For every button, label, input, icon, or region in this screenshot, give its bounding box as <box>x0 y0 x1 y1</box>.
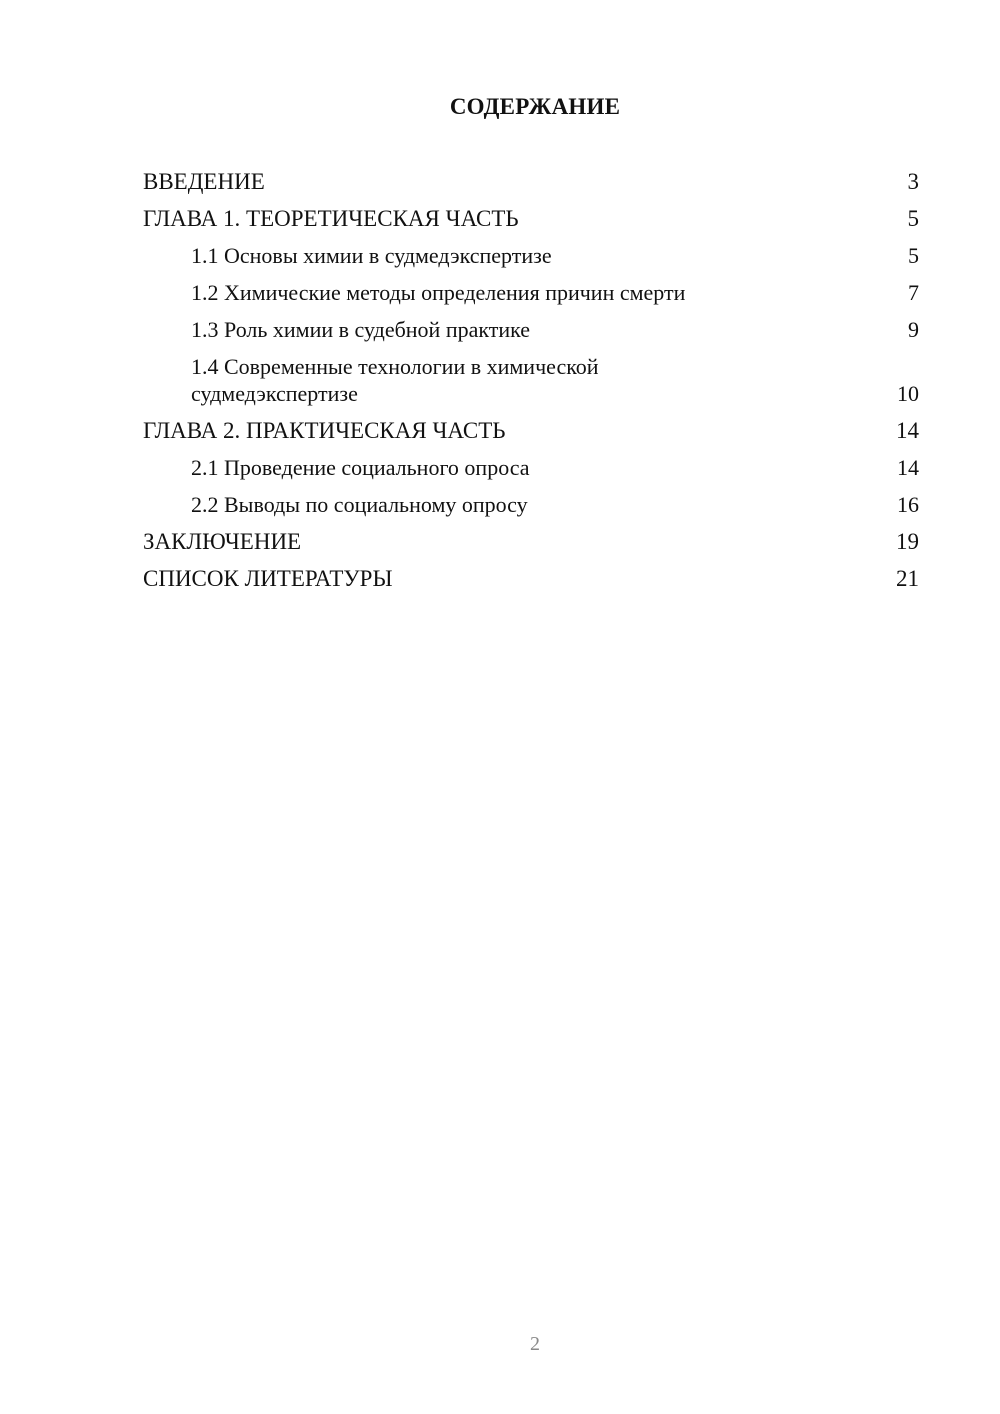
toc-entry-text: 1.2 Химические методы определения причин смерти <box>191 280 686 305</box>
toc-entry-text: ГЛАВА 2. ПРАКТИЧЕСКАЯ ЧАСТЬ <box>143 418 506 443</box>
toc-entry-page: 14 <box>897 455 919 480</box>
toc-entry-text: ЗАКЛЮЧЕНИЕ <box>143 529 302 554</box>
toc-entry-page: 3 <box>907 169 919 194</box>
toc-entry-section-1-1[interactable] <box>143 242 919 269</box>
page-number: 2 <box>530 1333 540 1355</box>
page-title: СОДЕРЖАНИЕ <box>449 94 621 119</box>
toc-entry-section-1-4[interactable] <box>143 353 919 407</box>
table-of-contents <box>143 168 919 602</box>
toc-entry-page: 21 <box>896 566 919 591</box>
toc-entry-introduction[interactable] <box>143 168 919 195</box>
toc-entry-section-1-3[interactable] <box>143 316 919 343</box>
toc-entry-references[interactable] <box>143 565 919 592</box>
toc-entry-text: 1.3 Роль химии в судебной практике <box>191 317 531 342</box>
toc-entry-page: 5 <box>908 243 919 268</box>
toc-entry-text: СПИСОК ЛИТЕРАТУРЫ <box>143 566 393 591</box>
toc-entry-text: 2.1 Проведение социального опроса <box>191 455 530 480</box>
toc-entry-text: 1.4 Современные технологии в химической судмедэкспертизе <box>191 354 599 406</box>
toc-entry-section-1-2[interactable] <box>143 279 919 306</box>
toc-entry-section-2-1[interactable] <box>143 454 919 481</box>
toc-entry-page: 16 <box>897 492 919 517</box>
toc-entry-text: 2.2 Выводы по социальному опросу <box>191 492 528 517</box>
toc-entry-text: ГЛАВА 1. ТЕОРЕТИЧЕСКАЯ ЧАСТЬ <box>143 206 519 231</box>
toc-entry-section-2-2[interactable] <box>143 491 919 518</box>
toc-entry-chapter-1[interactable] <box>143 205 919 232</box>
toc-entry-page: 7 <box>908 280 919 305</box>
toc-entry-text: 1.1 Основы химии в судмедэкспертизе <box>191 243 552 268</box>
toc-entry-conclusion[interactable] <box>143 528 919 555</box>
toc-entry-page: 10 <box>897 381 919 406</box>
toc-entry-page: 19 <box>896 529 919 554</box>
toc-entry-text: ВВЕДЕНИЕ <box>143 169 265 194</box>
toc-entry-chapter-2[interactable] <box>143 417 919 444</box>
toc-entry-page: 9 <box>908 317 919 342</box>
toc-entry-page: 14 <box>896 418 919 443</box>
toc-entry-page: 5 <box>907 206 919 231</box>
